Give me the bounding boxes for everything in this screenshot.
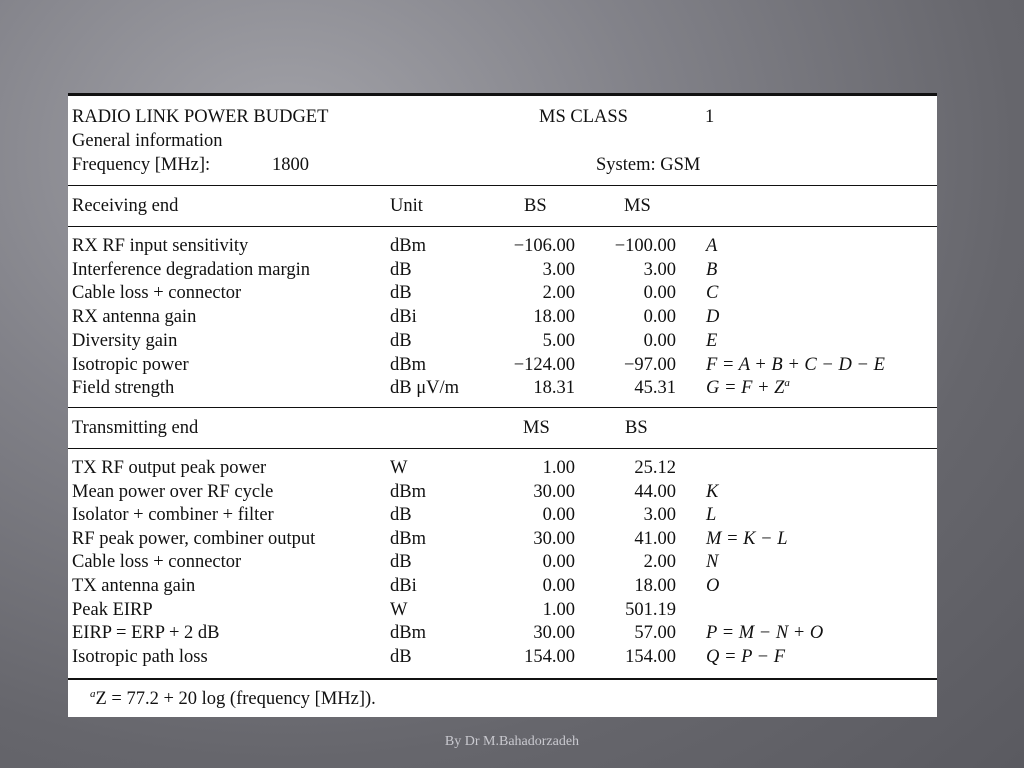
row-formula: E [706, 330, 718, 351]
row-value-2: 3.00 [643, 259, 676, 280]
row-value-1: 0.00 [542, 552, 575, 573]
power-budget-table [68, 93, 937, 717]
row-value-1: 30.00 [533, 481, 575, 502]
rule [68, 407, 937, 408]
top-rule [68, 93, 937, 96]
row-formula: D [706, 307, 720, 328]
row-value-2: 0.00 [643, 330, 676, 351]
row-formula: N [706, 552, 719, 573]
row-value-1: 0.00 [542, 505, 575, 526]
row-unit: dBi [390, 307, 417, 328]
row-value-1: 1.00 [542, 458, 575, 478]
footnote [90, 688, 376, 710]
row-value-1: 154.00 [524, 646, 575, 667]
row-value-1: 2.00 [542, 283, 575, 304]
row-unit: dBm [390, 528, 426, 549]
rule [68, 448, 937, 449]
rule [68, 226, 937, 227]
row-value-1: −124.00 [513, 354, 575, 375]
footnote-marker: a [90, 687, 96, 700]
row-value-2: 501.19 [625, 599, 676, 620]
ms-class-label: MS CLASS [539, 107, 628, 127]
row-value-2: 154.00 [625, 646, 676, 667]
receiving-section-label: Receiving end [72, 196, 179, 216]
row-unit: dB [390, 259, 412, 280]
row-unit: dB [390, 330, 412, 351]
row-label: EIRP = ERP + 2 dB [72, 623, 220, 644]
receiving-col2-header: MS [624, 196, 651, 216]
row-label: Isotropic power [72, 354, 189, 375]
row-formula: M = K − L [706, 528, 788, 549]
row-formula: F = A + B + C − D − E [706, 354, 885, 375]
frequency-label: Frequency [MHz]: [72, 155, 211, 175]
ms-class-value: 1 [705, 107, 715, 127]
row-label: Cable loss + connector [72, 283, 242, 304]
row-value-2: 45.31 [634, 378, 676, 399]
row-value-2: 44.00 [634, 481, 676, 502]
row-label: TX RF output peak power [72, 458, 267, 478]
row-formula: Q = P − F [706, 646, 786, 667]
transmitting-section-label: Transmitting end [72, 418, 199, 438]
row-value-2: −97.00 [623, 354, 676, 375]
unit-header: Unit [390, 196, 423, 216]
row-value-1: 18.00 [533, 307, 575, 328]
author-credit: By Dr M.Bahadorzadeh [444, 734, 580, 749]
row-value-1: 5.00 [542, 330, 575, 351]
row-value-1: 30.00 [533, 528, 575, 549]
row-unit: dBm [390, 354, 426, 375]
row-value-1: 18.31 [533, 378, 575, 399]
row-formula: P = M − N + O [706, 623, 824, 644]
row-label: Mean power over RF cycle [72, 481, 274, 502]
row-formula: L [706, 505, 717, 526]
system-label: System: GSM [596, 155, 701, 175]
row-unit: dB μV/m [390, 378, 460, 399]
row-value-2: 41.00 [634, 528, 676, 549]
receiving-col1-header: BS [524, 196, 547, 216]
row-value-2: −100.00 [614, 236, 676, 256]
row-value-1: 1.00 [542, 599, 575, 620]
row-unit: dB [390, 283, 412, 304]
row-unit: dB [390, 505, 412, 526]
row-label: Isolator + combiner + filter [72, 505, 274, 526]
row-value-1: 0.00 [542, 576, 575, 596]
row-unit: dB [390, 552, 412, 573]
row-formula: K [706, 481, 719, 502]
row-value-1: −106.00 [513, 236, 575, 256]
row-unit: dBm [390, 623, 426, 644]
row-value-2: 25.12 [634, 458, 676, 478]
row-value-2: 18.00 [634, 576, 676, 596]
row-value-2: 2.00 [643, 552, 676, 573]
row-label: RX RF input sensitivity [72, 236, 249, 256]
rule [68, 678, 937, 680]
row-label: Cable loss + connector [72, 552, 242, 573]
row-formula-text: G = F + Z [706, 378, 785, 399]
row-value-2: 0.00 [643, 283, 676, 304]
row-unit: dBm [390, 481, 426, 502]
row-formula: O [706, 576, 720, 596]
row-value-2: 0.00 [643, 307, 676, 328]
row-unit: dB [390, 646, 412, 667]
row-value-2: 57.00 [634, 623, 676, 644]
frequency-value: 1800 [272, 155, 309, 175]
row-unit: dBi [390, 576, 417, 596]
row-unit: dBm [390, 236, 426, 256]
table-title: RADIO LINK POWER BUDGET [72, 107, 329, 127]
row-formula: C [706, 283, 719, 304]
row-unit: W [390, 458, 408, 478]
footnote-text: Z = 77.2 + 20 log (frequency [MHz]). [95, 689, 376, 709]
row-label: RF peak power, combiner output [72, 528, 316, 549]
row-formula [706, 377, 790, 399]
row-label: Isotropic path loss [72, 646, 208, 667]
row-label: Diversity gain [72, 330, 178, 351]
row-label: Interference degradation margin [72, 259, 310, 280]
row-unit: W [390, 599, 408, 620]
rule [68, 185, 937, 186]
row-label: RX antenna gain [72, 307, 197, 328]
row-label: TX antenna gain [72, 576, 196, 596]
row-formula: B [706, 259, 718, 280]
row-formula-superscript: a [784, 377, 790, 390]
row-value-2: 3.00 [643, 505, 676, 526]
row-value-1: 3.00 [542, 259, 575, 280]
transmitting-col1-header: MS [523, 418, 550, 438]
row-label: Field strength [72, 378, 175, 399]
row-value-1: 30.00 [533, 623, 575, 644]
transmitting-col2-header: BS [625, 418, 648, 438]
general-info-label: General information [72, 131, 223, 151]
row-label: Peak EIRP [72, 599, 153, 620]
row-formula: A [706, 236, 718, 256]
